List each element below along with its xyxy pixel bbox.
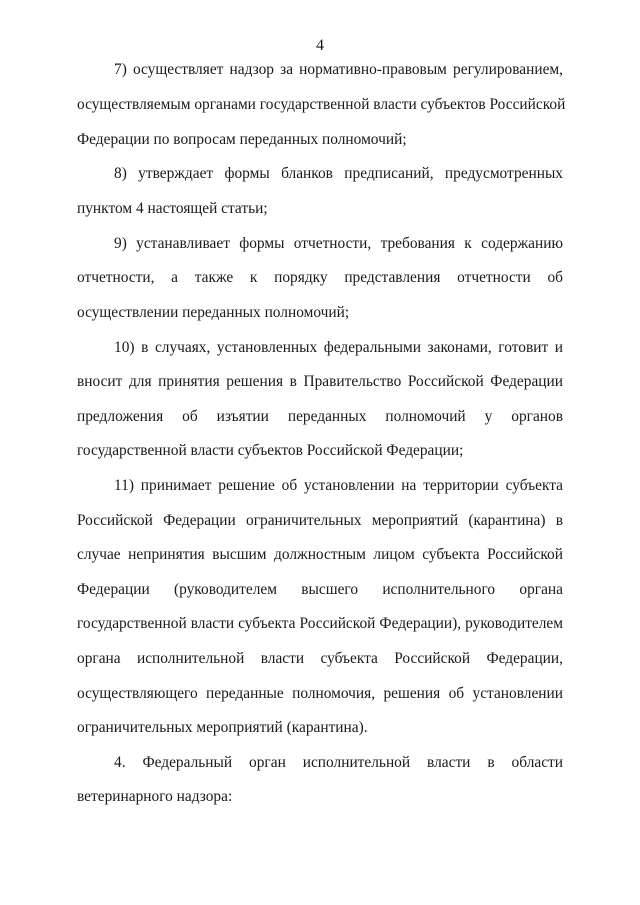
paragraph-9-line-3: осуществлении переданных полномочий;	[77, 304, 350, 321]
paragraph-9-line-1: 9) устанавливает формы отчетности, требования к содержанию	[114, 235, 563, 252]
paragraph-11-line-1: 11) принимает решение об установлении на территории субъекта	[114, 477, 563, 494]
section-4-line-1: 4. Федеральный орган исполнительной власти в области	[114, 754, 563, 771]
paragraph-11-line-7: осуществляющего переданные полномочия, решения об установлении	[77, 685, 563, 702]
paragraph-11-line-8: ограничительных мероприятий (карантина).	[77, 719, 368, 736]
paragraph-9-line-2: отчетности, а также к порядку представления отчетности об	[77, 269, 563, 286]
paragraph-8-line-2: пунктом 4 настоящей статьи;	[77, 200, 268, 217]
paragraph-8-line-1: 8) утверждает формы бланков предписаний, предусмотренных	[114, 165, 563, 182]
paragraph-11-line-2: Российской Федерации ограничительных мероприятий (карантина) в	[77, 512, 563, 529]
paragraph-10-line-3: предложения об изъятии переданных полномочий у органов	[77, 408, 563, 425]
paragraph-7-line-2: осуществляемым органами государственной власти субъектов Российской	[77, 96, 566, 113]
paragraph-7-line-3: Федерации по вопросам переданных полномочий;	[77, 131, 407, 148]
paragraph-10-line-4: государственной власти субъектов Российской Федерации;	[77, 442, 464, 459]
paragraph-11-line-4: Федерации (руководителем высшего исполнительного органа	[77, 581, 563, 598]
section-4-line-2: ветеринарного надзора:	[77, 788, 233, 805]
paragraph-11-line-5: государственной власти субъекта Российской Федерации), руководителем	[77, 615, 563, 632]
paragraph-10-line-2: вносит для принятия решения в Правительство Российской Федерации	[77, 373, 563, 390]
paragraph-11-line-6: органа исполнительной власти субъекта Российской Федерации,	[77, 650, 563, 667]
paragraph-7-line-1: 7) осуществляет надзор за нормативно-правовым регулированием,	[114, 61, 563, 78]
page-number: 4	[316, 37, 324, 54]
paragraph-11-line-3: случае непринятия высшим должностным лицом субъекта Российской	[77, 546, 563, 563]
paragraph-10-line-1: 10) в случаях, установленных федеральными законами, готовит и	[114, 339, 563, 356]
